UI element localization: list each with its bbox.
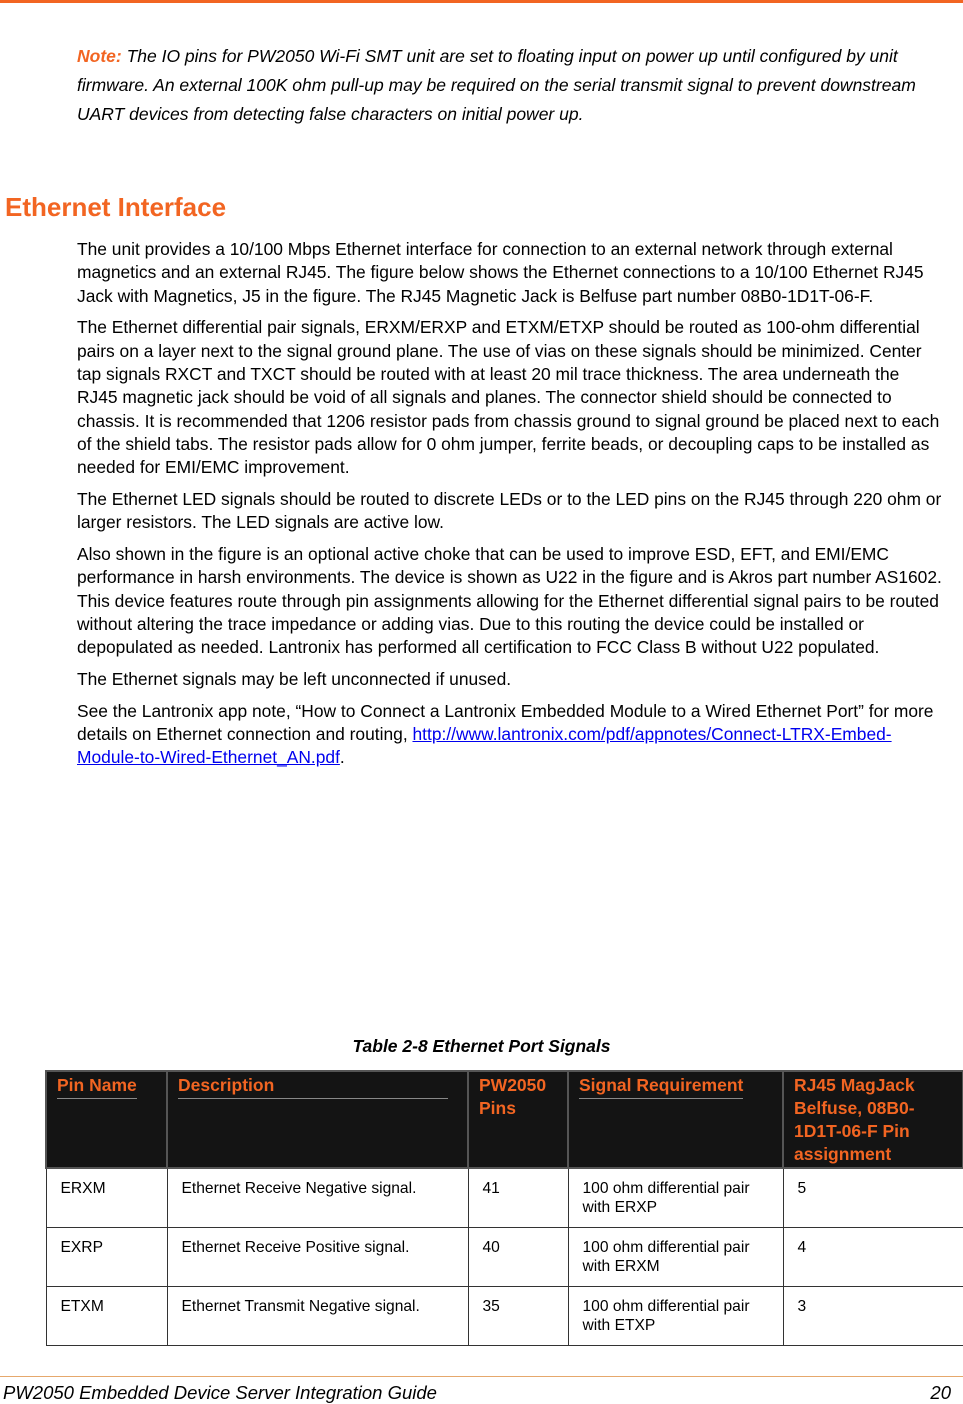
cell-pins: 35 (468, 1287, 568, 1346)
top-rule (0, 0, 963, 3)
table-row (46, 1168, 963, 1228)
appnote-trailing: . (339, 747, 345, 768)
appnote-text: See the Lantronix app note, “How to Connect a Lantronix Embedded Module to a Wired Ethernet Port” for more details on Ethernet connection and routing, (77, 700, 934, 745)
header-signal-requirement: Signal Requirement (568, 1071, 783, 1168)
cell-pins: 40 (468, 1228, 568, 1287)
note-text: The IO pins for PW2050 Wi-Fi SMT unit are set to floating input on power up until configured by unit firmware. An external 100K ohm pull-up may be required on the serial transmit signal to prevent downstream UART devices from detecting false characters on initial power up. (77, 46, 916, 124)
footer-rule (0, 1376, 963, 1377)
table-caption: Table 2-8 Ethernet Port Signals (352, 1036, 611, 1056)
paragraph: The unit provides a 10/100 Mbps Ethernet interface for connection to an external network through external magnetics and an external RJ45. The figure below shows the Ethernet connections to a 10/100 Ethernet RJ45 Jack with Magnetics, J5 in the figure. The RJ45 Magnetic Jack is Belfuse part number 08B0-1D1T-06-F. (77, 239, 924, 306)
cell-description: Ethernet Transmit Negative signal. (167, 1287, 468, 1346)
cell-pin-name: EXRP (46, 1228, 167, 1287)
table-row (46, 1287, 963, 1346)
header-description: Description (167, 1071, 468, 1168)
cell-rj45-pin: 3 (783, 1287, 963, 1346)
table-header-row (46, 1071, 963, 1168)
footer-title: PW2050 Embedded Device Server Integration Guide (3, 1382, 437, 1403)
paragraph: The Ethernet LED signals should be routed to discrete LEDs or to the LED pins on the RJ45 through 220 ohm or larger resistors. The LED signals are active low. (77, 488, 942, 533)
section-body (77, 238, 942, 778)
appnote-link[interactable]: http://www.lantronix.com/pdf/appnotes/Connect-LTRX-Embed-Module-to-Wired-Ethernet_AN.pdf (77, 724, 892, 768)
cell-pin-name: ERXM (46, 1168, 167, 1228)
cell-pins: 41 (468, 1168, 568, 1228)
paragraph: The Ethernet differential pair signals, ERXM/ERXP and ETXM/ETXP should be routed as 100-ohm differential pairs on a layer next to the signal ground plane. The use of vias on these signals should be minimized. Center tap signals RXCT and TXCT should be routed with at least 20 mil trace thickness. The area underneath the RJ45 magnetic jack should be void of all signals and planes. The connector shield should be connected to chassis. It is recommended that 1206 resistor pads from chassis ground to signal ground be placed next to each of the shield tabs. The resistor pads allow for 0 ohm jumper, ferrite beads, or decoupling caps to be installed as needed for EMI/EMC improvement. (77, 317, 940, 478)
note-label: Note: (77, 46, 122, 66)
appnote-paragraph (77, 700, 942, 770)
header-pin-name: Pin Name (46, 1071, 167, 1168)
ethernet-signals-table (45, 1070, 963, 1346)
header-rj45-pin-assignment: RJ45 MagJack Belfuse, 08B0-1D1T-06-F Pin assignment (783, 1071, 963, 1168)
cell-signal-requirement: 100 ohm differential pair with ETXP (568, 1287, 783, 1346)
cell-rj45-pin: 5 (783, 1168, 963, 1228)
cell-signal-requirement: 100 ohm differential pair with ERXP (568, 1168, 783, 1228)
page-number: 20 (930, 1382, 951, 1403)
section-title: Ethernet Interface (5, 192, 227, 222)
table-row (46, 1228, 963, 1287)
cell-signal-requirement: 100 ohm differential pair with ERXM (568, 1228, 783, 1287)
cell-description: Ethernet Receive Positive signal. (167, 1228, 468, 1287)
cell-description: Ethernet Receive Negative signal. (167, 1168, 468, 1228)
paragraph: Also shown in the figure is an optional active choke that can be used to improve ESD, EFT, and EMI/EMC performance in harsh environments. The device is shown as U22 in the figure and is Akros part number AS1602. This device features route through pin assignments allowing for the Ethernet differential signal pairs to be routed without altering the trace impedance or adding vias. Due to this routing the device could be installed or depopulated as needed. Lantronix has performed all certification to FCC Class B without U22 populated. (77, 544, 942, 658)
note-block (77, 42, 957, 129)
paragraph: The Ethernet signals may be left unconnected if unused. (77, 669, 512, 690)
cell-rj45-pin: 4 (783, 1228, 963, 1287)
cell-pin-name: ETXM (46, 1287, 167, 1346)
header-pw2050-pins: PW2050 Pins (468, 1071, 568, 1168)
